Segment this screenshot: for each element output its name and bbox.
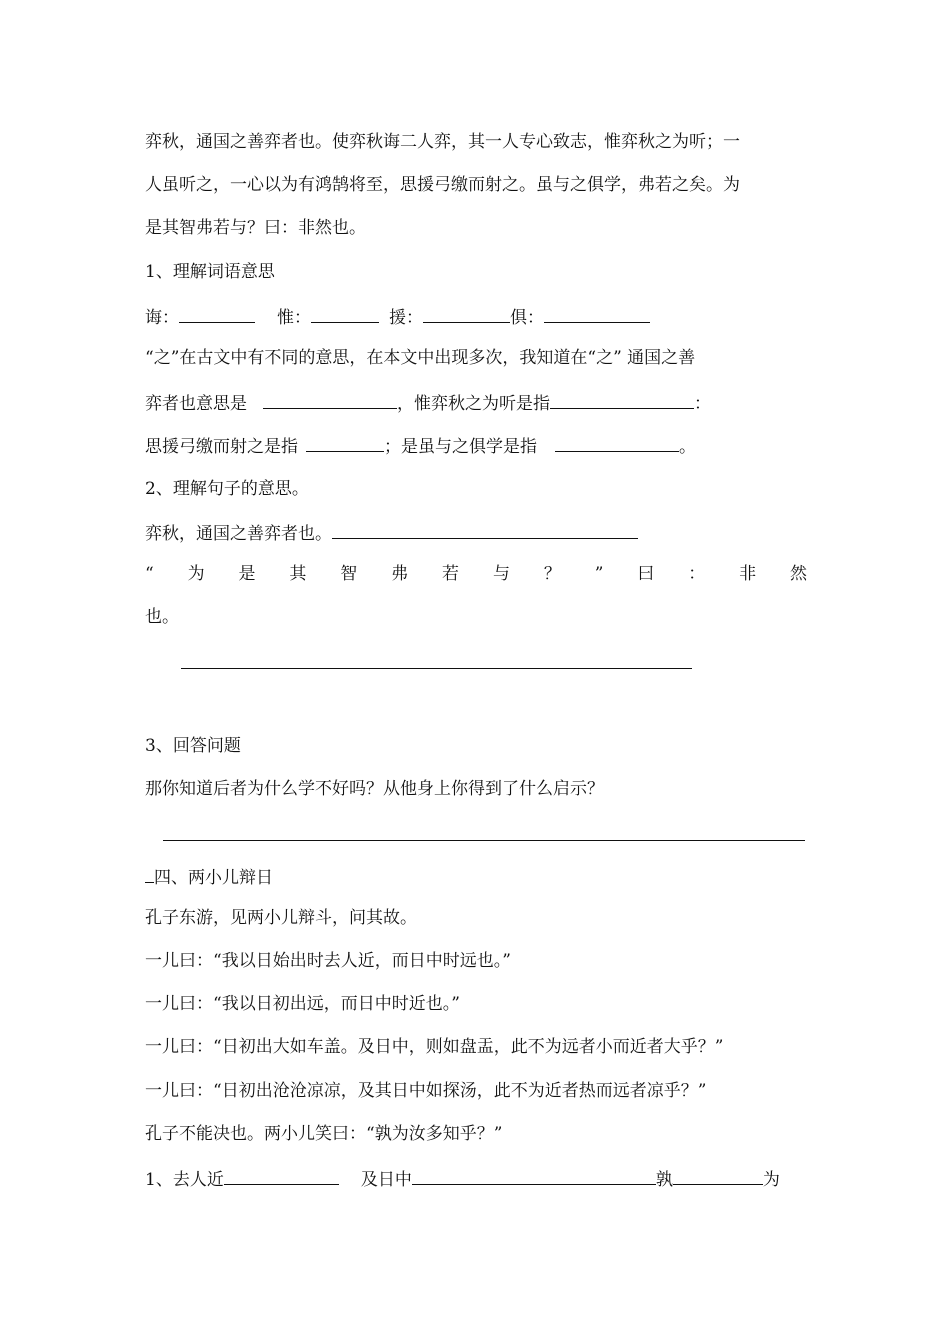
sentence-char: ” [594, 564, 604, 584]
section-title-text: 四、两小儿辩日 [154, 868, 273, 888]
q2-sentence-2-end: 也。 [145, 607, 179, 627]
sentence-char: ？ [543, 564, 561, 584]
zhi-text: 思援弓缴而射之是指 [145, 437, 298, 457]
passage-line-1: 弈秋，通国之善弈者也。使弈秋诲二人弈，其一人专心致志，惟弈秋之为听；一 [145, 132, 740, 152]
story-line: 孔子不能决也。两小儿笑曰：“孰为汝多知乎？” [145, 1124, 503, 1144]
passage-line-2: 人虽听之，一心以为有鸿鹄将至，思援弓缴而射之。虽与之俱学，弗若之矣。为 [145, 175, 740, 195]
answer-blank[interactable] [555, 433, 679, 452]
story-line: 一儿曰：“我以日初出远，而日中时近也。” [145, 994, 460, 1014]
answer-blank[interactable] [412, 1166, 656, 1185]
zhi-text: ；是虽与之俱学是指 [384, 437, 537, 457]
answer-blank[interactable] [544, 304, 650, 323]
answer-blank[interactable] [179, 304, 255, 323]
q1-word-row [145, 304, 650, 329]
sentence-char: 曰 [637, 564, 655, 584]
sentence-char: 其 [289, 564, 307, 584]
vocab-label: 1、去人近 [145, 1170, 224, 1190]
q3-heading: 3、回答问题 [145, 736, 241, 756]
answer-line[interactable] [163, 840, 805, 841]
sentence-char: 是 [238, 564, 256, 584]
word-label-hui: 诲： [145, 308, 179, 328]
answer-blank[interactable] [306, 433, 384, 452]
answer-blank[interactable] [263, 390, 397, 409]
zhi-line-2 [145, 390, 711, 415]
sentence-char: 然 [789, 564, 807, 584]
answer-blank[interactable] [224, 1166, 339, 1185]
answer-blank[interactable] [673, 1166, 763, 1185]
zhi-text: 。 [679, 437, 696, 457]
zhi-text: 弈者也意思是 [145, 394, 247, 414]
sentence-char: 若 [442, 564, 460, 584]
vocab-label: 及日中 [360, 1170, 412, 1190]
answer-line[interactable] [181, 668, 692, 669]
answer-blank[interactable] [423, 304, 510, 323]
q2-sentence-1 [145, 520, 638, 545]
q2-sentence-2 [145, 563, 807, 585]
section-4-title [145, 864, 273, 889]
zhi-text: ： [694, 394, 711, 414]
vocab-label: 孰 [655, 1170, 673, 1190]
sentence-text: 弈秋，通国之善弈者也。 [145, 524, 332, 544]
zhi-line-1: “之”在古文中有不同的意思，在本文中出现多次，我知道在“之” 通国之善 [145, 348, 696, 368]
sentence-char: 为 [187, 564, 205, 584]
q2-heading: 2、理解句子的意思。 [145, 479, 309, 499]
sentence-char: 智 [340, 564, 358, 584]
answer-blank[interactable] [550, 390, 694, 409]
word-label-yuan: 援： [389, 308, 423, 328]
passage-line-3: 是其智弗若与？曰：非然也。 [145, 218, 366, 238]
vocab-label: 为 [762, 1170, 780, 1190]
word-label-ju: 俱： [510, 308, 544, 328]
q1-heading: 1、理解词语意思 [145, 262, 275, 282]
zhi-line-3 [145, 433, 696, 458]
story-line: 孔子东游，见两小儿辩斗，问其故。 [145, 908, 417, 928]
title-underscore [145, 864, 154, 883]
zhi-text: ，惟弈秋之为听是指 [397, 394, 550, 414]
story-line: 一儿曰：“日初出大如车盖。及日中，则如盘盂，此不为远者小而近者大乎？” [145, 1037, 724, 1057]
vocab-row [145, 1166, 780, 1191]
answer-blank[interactable] [332, 520, 638, 539]
story-line: 一儿曰：“日初出沧沧凉凉，及其日中如探汤，此不为近者热而远者凉乎？” [145, 1081, 707, 1101]
answer-blank[interactable] [311, 304, 379, 323]
sentence-char: “ [145, 564, 154, 584]
sentence-char: 非 [739, 564, 757, 584]
sentence-char: 弗 [391, 564, 409, 584]
word-label-wei: 惟： [277, 308, 311, 328]
q3-question: 那你知道后者为什么学不好吗？从他身上你得到了什么启示？ [145, 779, 604, 799]
story-line: 一儿曰：“我以日始出时去人近，而日中时远也。” [145, 951, 511, 971]
sentence-char: ： [688, 564, 706, 584]
sentence-char: 与 [492, 564, 510, 584]
